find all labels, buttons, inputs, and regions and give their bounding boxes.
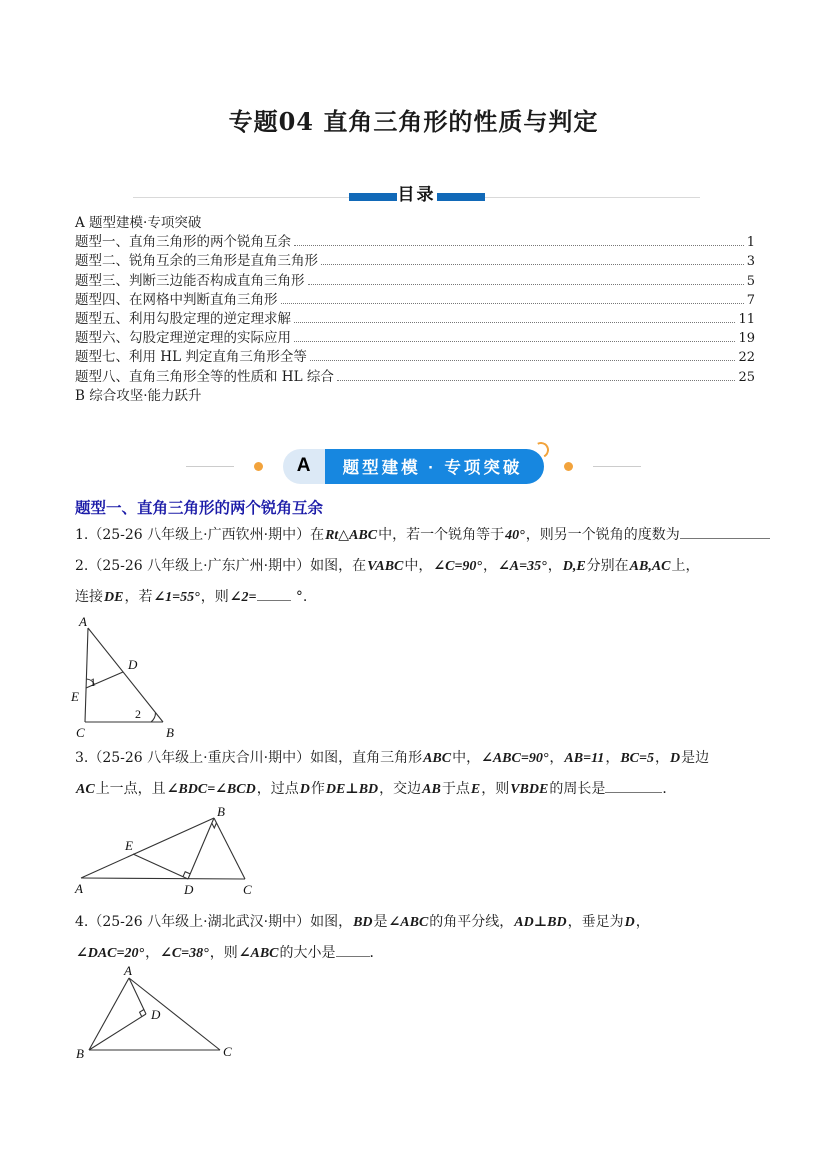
toc-item: 题型六、勾股定理逆定理的实际应用 19 — [75, 329, 755, 348]
answer-blank — [336, 943, 370, 957]
answer-blank — [680, 525, 770, 539]
toc-section-b: B 综合攻坚·能力跃升 — [75, 387, 202, 404]
angle-label-1: 1 — [90, 675, 96, 689]
toc-page-number: 22 — [738, 350, 755, 366]
answer-blank — [605, 779, 662, 793]
toc-item: 题型四、在网格中判断直角三角形 7 — [75, 291, 755, 310]
vertex-label-d: D — [184, 882, 194, 897]
problem-3-text-line2: AC上一点，且∠BDC=∠BCD，过点D作DE⊥BD，交边AB于点E，则VBDE的周长是 ． — [76, 781, 677, 797]
figure-problem-4 — [72, 963, 240, 1065]
badge-title: 题型建模 · 专项突破 — [325, 449, 545, 484]
vertex-label-a: A — [79, 614, 87, 629]
divider-line — [593, 466, 641, 467]
vertex-label-b: B — [166, 725, 174, 740]
divider-line — [186, 466, 234, 467]
page-title: 专题04 直角三角形的性质与判定 — [228, 107, 599, 136]
section-a-banner — [0, 446, 827, 486]
problem-2-text-line2: 连接DE，若∠1=55°，则∠2= °. — [75, 589, 308, 605]
badge-letter: A — [283, 449, 325, 484]
toc-item: 题型七、利用 HL 判定直角三角形全等 22 — [75, 348, 755, 367]
toc-item: 题型三、判断三边能否构成直角三角形 5 — [75, 272, 755, 291]
figure-problem-2 — [70, 613, 185, 743]
table-of-contents — [75, 214, 755, 406]
toc-dotted-leader — [294, 322, 735, 323]
toc-dotted-leader — [321, 264, 744, 265]
toc-item: 题型八、直角三角形全等的性质和 HL 综合 25 — [75, 368, 755, 387]
problem-1-text: 1.（25-26 八年级上·广西钦州·期中）在Rt△ABC中，若一个锐角等于40°，则另一个锐角的度数为 — [75, 524, 775, 544]
accent-dot-icon — [564, 462, 573, 471]
vertex-label-b: B — [217, 806, 225, 819]
toc-dotted-leader — [310, 360, 736, 361]
toc-dotted-leader — [281, 303, 744, 304]
toc-bar-right — [437, 193, 485, 201]
toc-dotted-leader — [308, 284, 744, 285]
toc-page-number: 11 — [738, 312, 755, 328]
toc-heading — [133, 186, 700, 208]
problem-2-text-line1: 2.（25-26 八年级上·广东广州·期中）如图，在VABC中，∠C=90°，∠A=35°，D,E分别在AB,AC上， — [75, 558, 700, 574]
toc-section-a: A 题型建模·专项突破 — [75, 215, 202, 231]
toc-bar-left — [349, 193, 397, 201]
divider-line — [485, 197, 701, 198]
figure-problem-3 — [72, 806, 257, 898]
section-badge — [283, 449, 545, 484]
problem-4-text-line1: 4.（25-26 八年级上·湖北武汉·期中）如图，BD是∠ABC的角平分线，AD⊥BD，垂足为D， — [75, 914, 650, 930]
toc-dotted-leader — [294, 245, 744, 246]
vertex-label-c: C — [76, 725, 85, 740]
answer-blank — [257, 587, 291, 601]
toc-item: 题型五、利用勾股定理的逆定理求解 11 — [75, 310, 755, 329]
toc-page-number: 19 — [738, 331, 755, 347]
toc-dotted-leader — [294, 341, 735, 342]
toc-page-number: 25 — [738, 369, 755, 385]
toc-heading-label: 目录 — [397, 185, 436, 205]
accent-dot-icon — [254, 462, 263, 471]
vertex-label-e: E — [125, 838, 133, 853]
vertex-label-c: C — [223, 1044, 232, 1059]
vertex-label-d: D — [151, 1007, 161, 1022]
vertex-label-a: A — [124, 963, 132, 978]
toc-page-number: 5 — [746, 273, 755, 289]
toc-page-number: 3 — [746, 254, 755, 270]
vertex-label-b: B — [76, 1046, 84, 1061]
divider-line — [133, 197, 349, 198]
vertex-label-e: E — [71, 689, 79, 704]
problem-3-text-line1: 3.（25-26 八年级上·重庆合川·期中）如图，直角三角形ABC中，∠ABC=90°，AB=11，BC=5，D是边 — [75, 750, 710, 766]
topic-1-heading: 题型一、直角三角形的两个锐角互余 — [75, 498, 324, 517]
vertex-label-c: C — [243, 882, 252, 897]
toc-page-number: 1 — [746, 235, 755, 251]
toc-list — [75, 233, 755, 387]
toc-page-number: 7 — [746, 292, 755, 308]
problem-4-text-line2: ∠DAC=20°，∠C=38°，则∠ABC的大小是 ． — [76, 945, 384, 961]
vertex-label-a: A — [75, 881, 83, 896]
toc-item: 题型二、锐角互余的三角形是直角三角形 3 — [75, 252, 755, 271]
toc-item: 题型一、直角三角形的两个锐角互余 1 — [75, 233, 755, 252]
angle-label-2: 2 — [135, 707, 141, 721]
toc-dotted-leader — [337, 380, 736, 381]
vertex-label-d: D — [128, 657, 138, 672]
